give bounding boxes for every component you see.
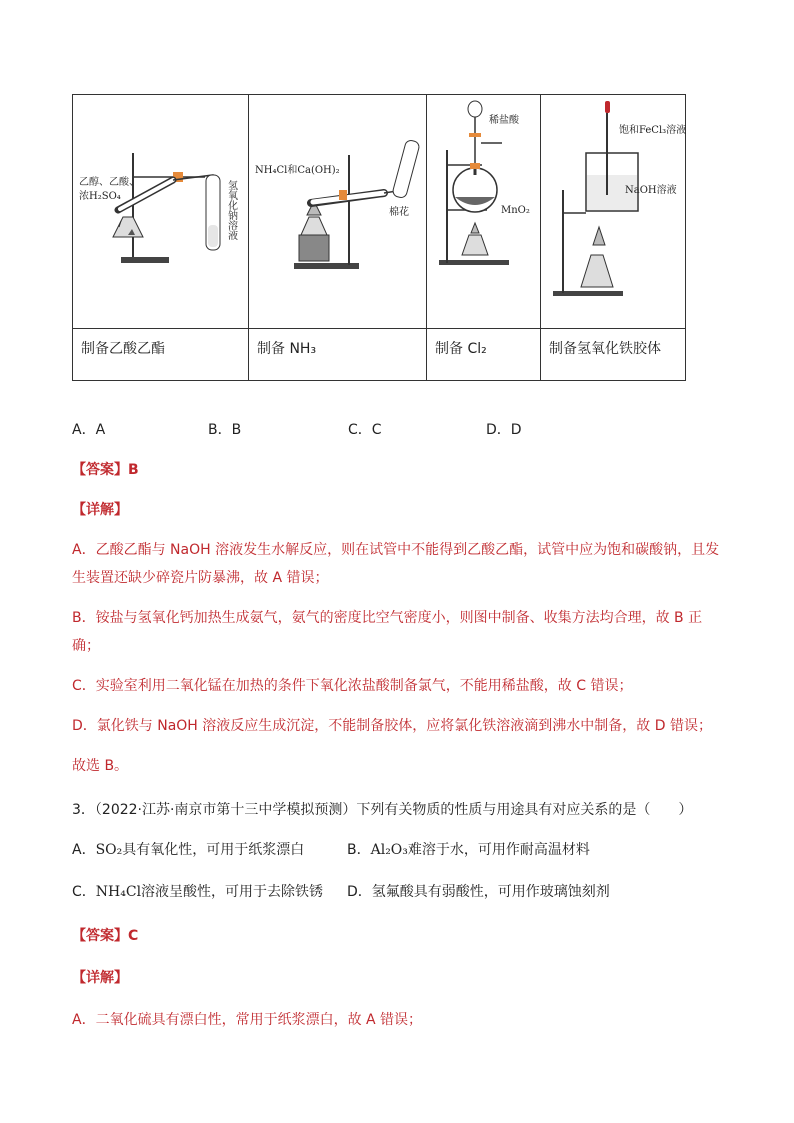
option-text: 溶液呈酸性，可用于去除铁锈: [141, 884, 324, 900]
cell-caption: 制备 NH₃: [257, 341, 317, 357]
q3-option-d: D．氢氟酸具有弱酸性，可用作玻璃蚀刻剂: [347, 884, 610, 900]
explain-b-line1: B．铵盐与氢氧化钙加热生成氨气，氨气的密度比空气密度小，则图中制备、收集方法均合理，故 B 正: [72, 610, 703, 626]
option-a: A．A: [72, 422, 106, 438]
answer-label: 【答案】B: [72, 462, 139, 478]
label-text: 稀盐酸: [489, 115, 519, 126]
label-text: 乙醇、乙酸、: [79, 177, 139, 188]
detail-label: 【详解】: [72, 970, 128, 986]
label-text: 浓H₂SO₄: [79, 191, 121, 202]
conclusion: 故选 B。: [72, 758, 129, 774]
apparatus-table: [72, 94, 686, 381]
label-text: NH₄Cl和Ca(OH)₂: [255, 165, 340, 176]
label-text: 饱和FeCl₃溶液: [619, 125, 687, 136]
explain-c: C．实验室利用二氧化锰在加热的条件下氧化浓盐酸制备氯气，不能用稀盐酸，故 C 错误；: [72, 678, 633, 694]
table-divider: [73, 328, 685, 329]
option-prefix: C．: [72, 884, 96, 900]
label-text: 氢氧化钠溶液: [225, 180, 237, 240]
explain-d: D．氯化铁与 NaOH 溶液反应生成沉淀，不能制备胶体，应将氯化铁溶液滴到沸水中制备，故 D 错误；: [72, 718, 712, 734]
ammonia-apparatus: [249, 95, 426, 328]
explain-a-line2: 生装置还缺少碎瓷片防暴沸，故 A 错误；: [72, 570, 329, 586]
formula: SO₂: [95, 842, 123, 858]
ethyl-acetate-apparatus: [73, 95, 248, 328]
explain-a-line1: A．乙酸乙酯与 NaOH 溶液发生水解反应，则在试管中不能得到乙酸乙酯，试管中应为饱和碳酸钠，且发: [72, 542, 720, 558]
option-d: D．D: [486, 422, 522, 438]
option-prefix: B．: [347, 842, 371, 858]
label-text: 棉花: [389, 207, 409, 218]
option-prefix: A．: [72, 842, 96, 858]
label-text: NaOH溶液: [625, 185, 677, 196]
option-text: 难溶于水，可用作耐高温材料: [407, 842, 590, 858]
question-stem: 3．（2022·江苏·南京市第十三中学模拟预测）下列有关物质的性质与用途具有对应关系的是（ ）: [72, 802, 693, 818]
explain-a: A．二氧化硫具有漂白性，常用于纸浆漂白，故 A 错误；: [72, 1012, 423, 1028]
explain-b-line2: 确；: [72, 638, 100, 654]
cell-caption: 制备 Cl₂: [435, 341, 487, 357]
option-b: B．B: [208, 422, 242, 438]
chlorine-apparatus: [427, 95, 540, 328]
q3-option-c: [72, 882, 323, 902]
formula: NH₄Cl: [95, 884, 142, 900]
detail-label: 【详解】: [72, 502, 128, 518]
colloid-apparatus: [541, 95, 687, 328]
formula: Al₂O₃: [370, 842, 408, 858]
cell-caption: 制备乙酸乙酯: [81, 341, 165, 357]
option-text: 具有氧化性，可用于纸浆漂白: [122, 842, 305, 858]
q3-option-b: [347, 840, 590, 860]
cell-caption: 制备氢氧化铁胶体: [549, 341, 661, 357]
q3-option-a: [72, 840, 304, 860]
option-c: C．C: [348, 422, 382, 438]
answer-label: 【答案】C: [72, 928, 139, 944]
label-text: MnO₂: [501, 205, 530, 216]
